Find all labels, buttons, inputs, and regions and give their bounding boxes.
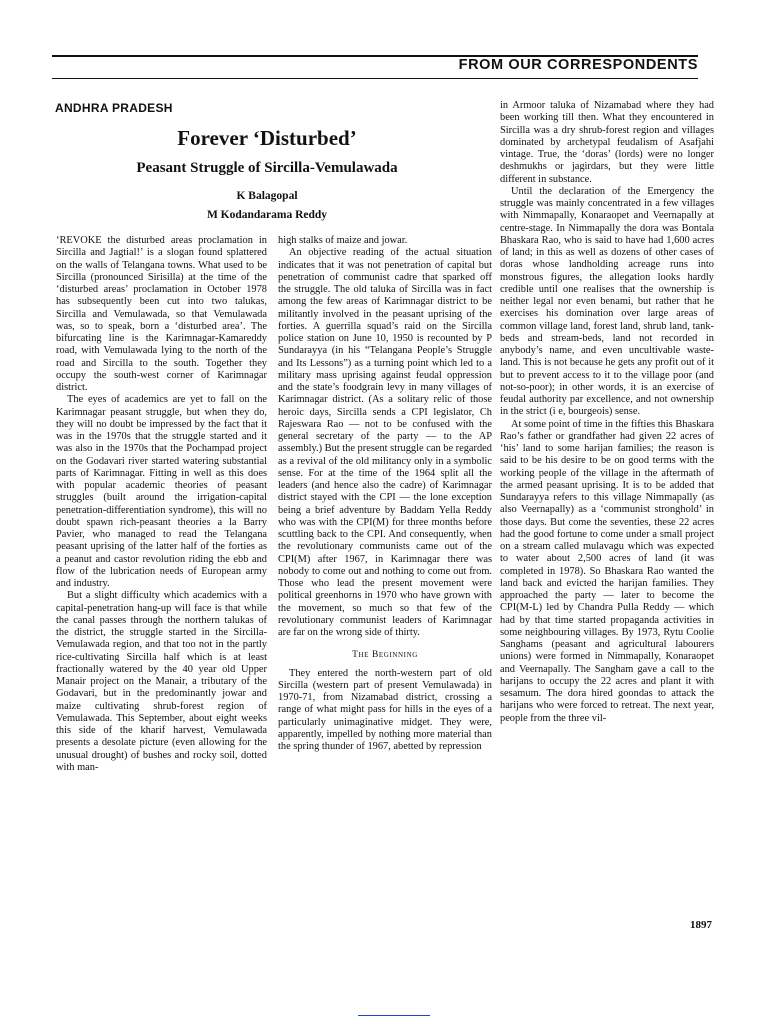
article-title: Forever ‘Disturbed’ [177,126,357,150]
text-column-3 [500,100,714,725]
footer-link-line [358,1015,430,1016]
section-subheading: The Beginning [352,650,418,661]
paragraph: But a slight difficulty which academics with a capital-penetration hang-up will face is that while the canal passes through the northern talukas of the district, the struggle started in the Sircilla-Vemulawada region, and that too not in the partly rice-cultivating Sircilla half which is at least fractionally watered by the 40 year old Upper Manair project on the Manair, a tributary of the Godavari, but in the predominantly jowar and maize cultivating shrub-forest region of Vemulawada. This September, about eight weeks this side of the kharif harvest, Vemulawada presents a desolate picture (even allowing for the unusual drought) of bushes and rocky soil, dotted with man- [56,590,267,773]
region-label: ANDHRA PRADESH [55,101,173,115]
paragraph: ‘REVOKE the disturbed areas proclamation in Sircilla and Jagtial!’ is a slogan found splattered on the walls of Telangana towns. What used to be Sircilla (pronounced Sirisilla) at the time of the ‘disturbed areas’ proclamation in October 1978 has subsequently been cut into two talukas, Sircilla and Vemulawada, so that Vemulawada was, so to speak, born a ‘disturbed area’. The bifurcating line is the Karimnagar-Kamareddy road, with Vemulawada lying to the north of the road and Sircilla to the south. Together they occupy the south-west corner of Karimnagar district. [56,235,267,393]
paragraph: The eyes of academics are yet to fall on the Karimnagar peasant struggle, but when they do, they will no doubt be impressed by the fact that it was in the 1970s that the struggle started and it was also in the 1970s that the Pochampad project on the Godavari river started watering substantial parts of Karimnagar. Fitting in well as this does with popular academic theories of peasant struggles (built around the irrigation-capital penetration-differentiation syndrome), this will no doubt spawn rich-peasant theories a la Barry Pavier, who managed to read the Telangana peasant uprising of the latter half of the forties as a peanut and castor revolution riding the ebb and flow of the lubrication needs of European army and industry. [56,394,267,589]
author-name: K Balagopal [236,190,298,202]
text-column-1 [56,235,267,774]
paragraph: high stalks of maize and jowar. [278,235,408,246]
paragraph: At some point of time in the fifties this Bhaskara Rao’s father or grandfather had given 22 acres of ‘his’ land to some harijan families; the reason is said to be his desire to be on good terms with the working people of the village in the aftermath of the armed peasant uprising. It is to be added that Sundarayya refers to this village Nimmapally (as also Veernapally) as a ‘communist stronghold’ in those days. But come the seventies, these 22 acres had the good fortune to come under a small project on a stream called mulavagu which was expected to water about 2,500 acres of land (it was completed in 1978). So Bhaskara Rao wanted the land back and evicted the harijan families. They approached the party — later to become the CPI(M-L) led by Chandra Pulla Reddy — which had by that time started propaganda activities in some neighbouring villages. By 1973, Rytu Coolie Sanghams (peasant and agricultural labourers unions) were formed in Nimmapally, Konaraopet and Veernapally. The Sangham gave a call to the harijans to occupy the 22 acres and plant it with sesamum. The dora hired goondas to attack the harijans who were forced to retreat. The next year, people from the three vil- [500,418,714,724]
section-rule [52,78,698,79]
paragraph: in Armoor taluka of Nizamabad where they had been working till then. What they encountered in Sircilla was a dry shrub-forest region and villages dominated by archetypal feudalism of Asafjahi vintage. True, the ‘doras’ (lords) were no longer deshmukhs or jagirdars, but they were little different in substance. [500,100,714,185]
paragraph: They entered the north-western part of old Sircilla (western part of present Vemulawada) in 1970-71, from Nizamabad district, crossing a range of what might pass for hills in the eyes of a particularly unimaginative midget. They were, apparently, impelled by nothing more material than the spring thunder of 1967, abetted by repression [278,667,492,752]
paragraph: Until the declaration of the Emergency the struggle was mainly concentrated in a few villages with Nimmapally, Konaraopet and Veernapally at centre-stage. In Nimmapally the dora was Bontala Bhaskara Rao, who is said to have had 1,600 acres of land; in this as well as dozens of other cases of doras whose landholding acreage runs into monstrous figures, the allegation looks hardly credible until one realises that the ownership is neither legal nor even benami, but rather that he exercises his domination over large areas of common village land, forest land, shrub land, tank-beds and stream-beds, land not recorded in anybody’s name, and even uncultivable waste-land. This is not because he gets any profit out of it but to prevent access to it to the village poor (and not-so-poor); in other words, it is an exercise of feudal authority par excellence, and not ownership in the strict (i e, bourgeois) sense. [500,185,714,418]
text-column-2 [278,235,492,753]
page-number: 1897 [690,919,712,931]
article-subtitle: Peasant Struggle of Sircilla-Vemulawada [136,160,398,176]
paragraph: An objective reading of the actual situation indicates that it was not penetration of capital but penetration of communist cadre that sparked off the struggle. The old taluka of Sircilla was in fact among the few areas of Karimnagar district to be militantly involved in the peasant uprising of the forties. A guerrilla squad’s raid on the Sircilla police station on June 10, 1950 is recounted by P Sundarayya (in his “Telangana People’s Struggle and Its Lessons”) as a turning point which led to a military mass uprising against feudal oppression and the state’s foodgrain levy in many villages of Karimnagar district. (As a solitary relic of those heroic days, Sircilla sends a CPI legislator, Ch Rajeswara Rao — not to be confused with the general secretary of the party — to the AP assembly.) But the present struggle can be regarded as a revival of the old militancy only in a symbolic sense. For at the time of the 1964 split all the leaders (and hence also the cadre) of Karimnagar district stayed with the CPI — the lone exception being a brief adventure by Baddam Yella Reddy who was with the CPI(M) for three months before scuttling back to the CPI. And consequently, when the revolutionary communists came out of the CPI(M) after 1967, in Karimnagar there was nobody to come out and nothing to come out from. Those who lead the present movement were political greenhorns in 1970 who have grown with the movement, so much so that few of the revolutionary communist leaders of Karimnagar are far on the wrong side of thirty. [278,247,492,638]
section-heading: FROM OUR CORRESPONDENTS [458,57,698,73]
author-name: M Kodandarama Reddy [206,209,328,221]
